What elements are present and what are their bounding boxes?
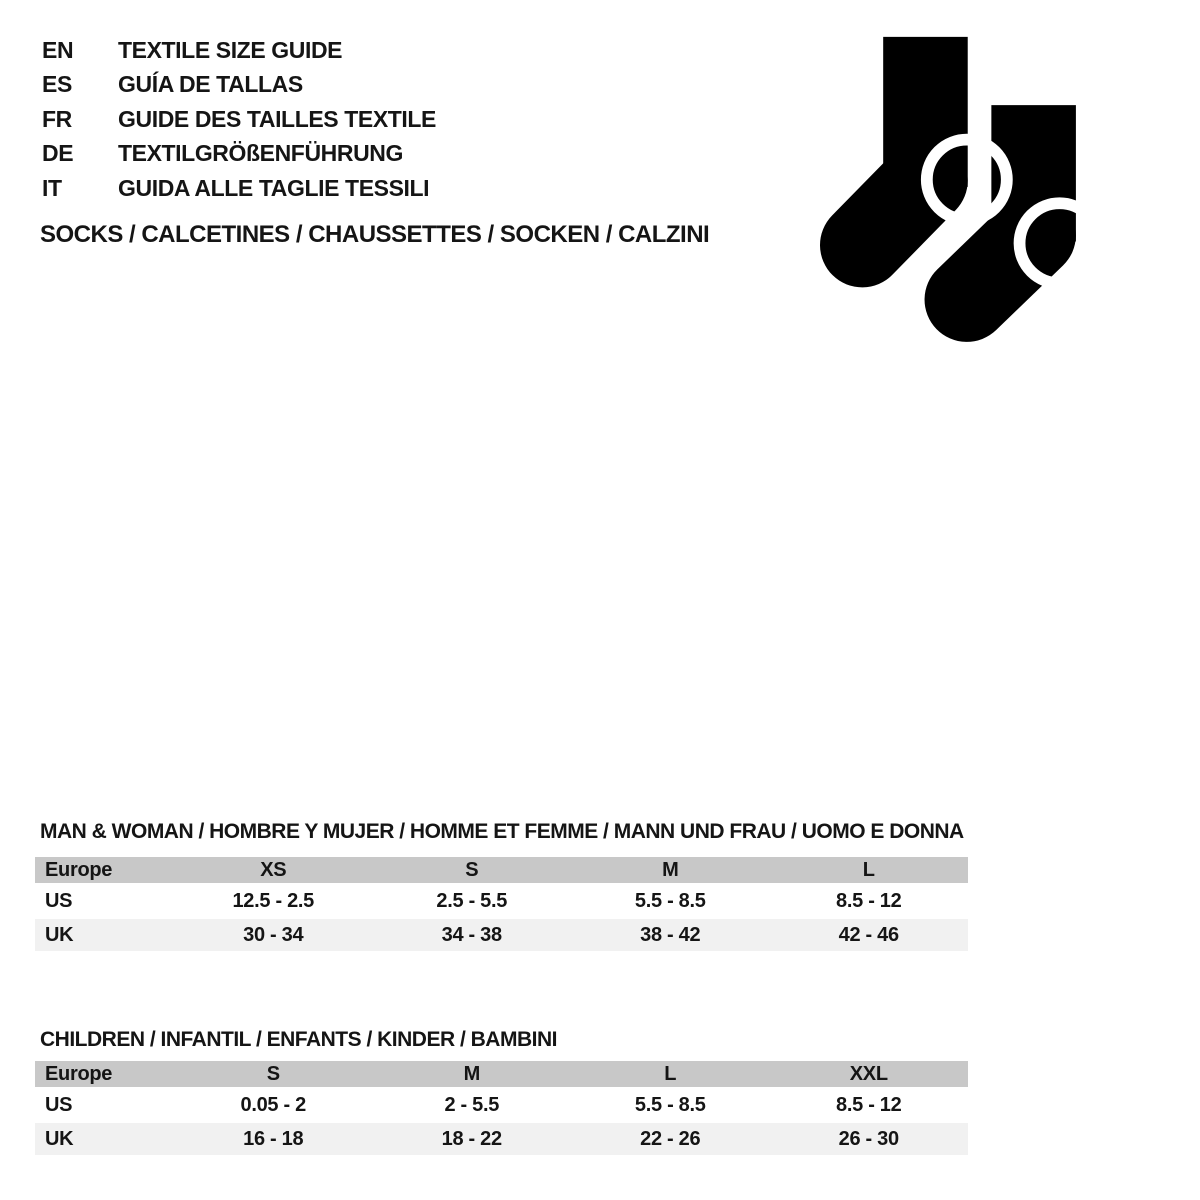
children-size-table: [35, 1061, 968, 1155]
size-cell: 5.5 - 8.5: [571, 883, 770, 917]
table-header-row: [35, 1061, 968, 1087]
table-row-us: [35, 883, 968, 917]
size-cell: 8.5 - 12: [770, 1087, 969, 1121]
size-cell: 12.5 - 2.5: [174, 883, 373, 917]
header-cell-region: Europe: [35, 1061, 174, 1087]
children-section: [35, 1028, 968, 1155]
language-code: ES: [42, 71, 72, 98]
language-guide-title: TEXTILGRÖßENFÜHRUNG: [118, 140, 403, 167]
language-row-es: [42, 67, 436, 101]
man-woman-table-title: MAN & WOMAN / HOMBRE Y MUJER / HOMME ET FEMME / MANN UND FRAU / UOMO E DONNA: [40, 820, 964, 843]
language-guide-title: GUÍA DE TALLAS: [118, 71, 303, 98]
language-guide-title: TEXTILE SIZE GUIDE: [118, 37, 343, 63]
language-row-fr: [42, 102, 436, 136]
header-cell-size: S: [373, 857, 572, 883]
size-cell: 2 - 5.5: [373, 1087, 572, 1121]
row-label: US: [35, 883, 174, 917]
size-cell: 0.05 - 2: [174, 1087, 373, 1121]
language-guide-title: GUIDE DES TAILLES TEXTILE: [118, 105, 436, 132]
man-woman-section: [35, 820, 968, 951]
size-cell: 18 - 22: [373, 1121, 572, 1155]
header-cell-size: M: [571, 857, 770, 883]
language-row-de: [42, 136, 436, 170]
table-row-uk: [35, 1121, 968, 1155]
row-label: UK: [35, 917, 174, 951]
size-cell: 2.5 - 5.5: [373, 883, 572, 917]
size-cell: 8.5 - 12: [770, 883, 969, 917]
table-row-uk: [35, 917, 968, 951]
header-cell-size: XS: [174, 857, 373, 883]
header-cell-size: XXL: [770, 1061, 969, 1087]
socks-icon: [815, 34, 1115, 348]
language-code: DE: [42, 140, 74, 167]
header-cell-size: S: [174, 1061, 373, 1087]
language-guide-title: GUIDA ALLE TAGLIE TESSILI: [118, 174, 430, 201]
size-cell: 34 - 38: [373, 917, 572, 951]
language-list: [42, 33, 436, 205]
category-title: SOCKS / CALCETINES / CHAUSSETTES / SOCKEN / CALZINI: [40, 221, 710, 248]
header-cell-size: L: [770, 857, 969, 883]
size-cell: 5.5 - 8.5: [571, 1087, 770, 1121]
language-code: IT: [42, 174, 62, 201]
size-cell: 38 - 42: [571, 917, 770, 951]
table-header-row: [35, 857, 968, 883]
size-cell: 30 - 34: [174, 917, 373, 951]
size-cell: 22 - 26: [571, 1121, 770, 1155]
language-code: EN: [42, 37, 74, 63]
header-cell-size: M: [373, 1061, 572, 1087]
size-cell: 16 - 18: [174, 1121, 373, 1155]
row-label: US: [35, 1087, 174, 1121]
language-code: FR: [42, 105, 72, 132]
header-cell-size: L: [571, 1061, 770, 1087]
header-cell-region: Europe: [35, 857, 174, 883]
children-table-title: CHILDREN / INFANTIL / ENFANTS / KINDER / BAMBINI: [40, 1028, 557, 1051]
table-row-us: [35, 1087, 968, 1121]
row-label: UK: [35, 1121, 174, 1155]
size-cell: 42 - 46: [770, 917, 969, 951]
man-woman-size-table: [35, 857, 968, 951]
language-row-it: [42, 171, 436, 205]
size-cell: 26 - 30: [770, 1121, 969, 1155]
language-row-en: [42, 33, 436, 67]
